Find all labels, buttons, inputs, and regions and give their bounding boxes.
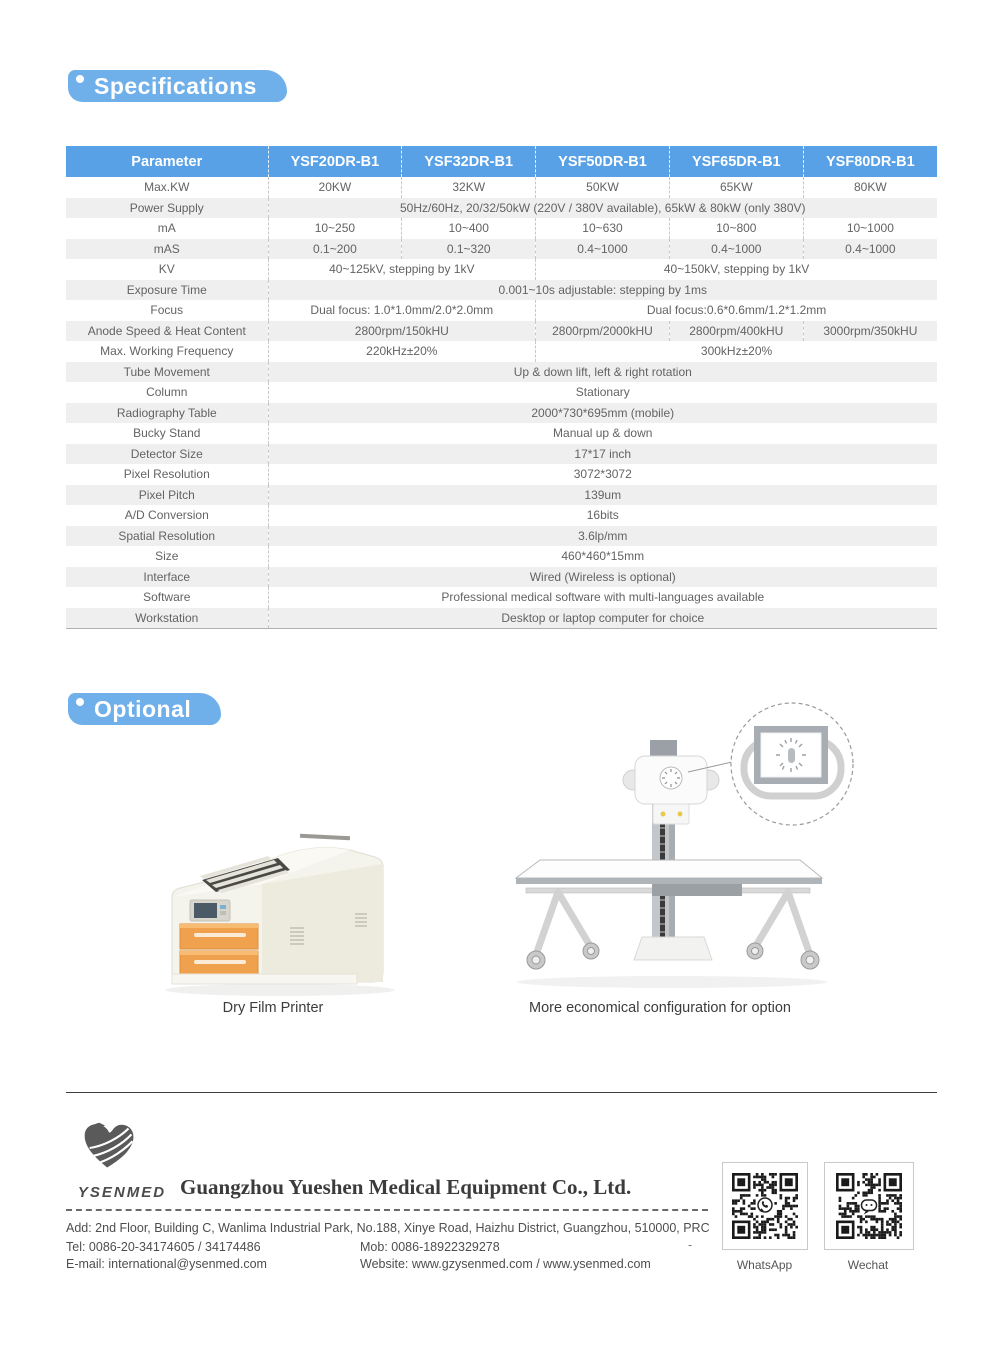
table-row [66,505,937,526]
parameter-label: Pixel Resolution [123,467,210,481]
printer-caption: Dry Film Printer [222,1000,324,1016]
spec-value-cell: Dual focus: 1.0*1.0mm/2.0*2.0mm [268,300,536,321]
parameter-label: Tube Movement [123,364,210,379]
spec-value-cell: 50Hz/60Hz, 20/32/50kW (220V / 380V available), 65kW & 80kW (only 380V) [268,198,937,219]
parameter-label: Detector Size [130,446,203,461]
spec-value-cell: 2800rpm/150kHU [268,321,536,342]
wechat-qr-code [824,1162,914,1250]
column-header-model-1: YSF20DR-B1 [268,146,402,177]
spec-value-cell: 0.1~320 [402,239,536,260]
parameter-label: Column [146,385,188,399]
spec-value-cell: 65KW [669,177,803,198]
parameter-label: Radiography Table [116,405,217,420]
parameter-label: KV [158,262,175,276]
spec-value-cell: 220kHz±20% [268,341,536,362]
table-row [66,280,937,301]
footer-divider [66,1092,937,1093]
table-row [66,444,937,465]
spec-value-cell: 0.001~10s adjustable: stepping by 1ms [268,280,937,301]
spec-value-cell: Professional medical software with multi-languages available [268,587,937,608]
table-row [66,321,937,342]
table-row [66,587,937,608]
footer-mobile: Mob: 0086-18922329278 [360,1240,500,1254]
spec-value-cell: 0.1~200 [268,239,402,260]
specifications-section-title [68,70,287,102]
table-row [66,382,937,403]
optional-title-text: Optional [94,696,192,722]
table-row [66,526,937,547]
table-row [66,608,937,629]
spec-value-cell: 300kHz±20% [536,341,937,362]
spec-value-cell: 10~1000 [803,218,937,239]
parameter-label: Bucky Stand [133,426,201,440]
spec-value-cell: 20KW [268,177,402,198]
parameter-label: A/D Conversion [124,508,209,522]
parameter-label: Power Supply [129,200,204,215]
ysenmed-logo-icon [76,1118,146,1178]
table-row [66,423,937,444]
spec-value-cell: 40~125kV, stepping by 1kV [268,259,536,280]
table-row [66,218,937,239]
badge-dot-icon [76,698,84,706]
badge-dot-icon [76,75,84,83]
spec-value-cell: Wired (Wireless is optional) [268,567,937,588]
spec-value-cell: Stationary [268,382,937,403]
table-row [66,177,937,198]
spec-value-cell: Manual up & down [268,423,937,444]
parameter-label: Workstation [135,610,199,625]
company-name: Guangzhou Yueshen Medical Equipment Co., Ltd. [180,1175,632,1199]
table-row [66,341,937,362]
ysenmed-logo-text: YSENMED [77,1184,167,1201]
parameter-label: Exposure Time [126,282,207,297]
table-header-row [66,146,937,177]
parameter-label: mA [157,221,176,235]
parameter-label: Max. Working Frequency [100,344,234,358]
parameter-label: Max.KW [144,180,190,194]
column-header-model-5: YSF80DR-B1 [803,146,937,177]
column-header-model-2: YSF32DR-B1 [402,146,536,177]
spec-value-cell: Dual focus:0.6*0.6mm/1.2*1.2mm [536,300,937,321]
spec-value-cell: 3072*3072 [268,464,937,485]
stray-dash: - [688,1238,693,1252]
spec-value-cell: 2800rpm/2000kHU [536,321,670,342]
parameter-label: Software [143,590,191,604]
whatsapp-qr-label: WhatsApp [736,1258,793,1272]
machine-caption: More economical configuration for option [529,1000,791,1016]
spec-value-cell: 17*17 inch [268,444,937,465]
table-row [66,259,937,280]
parameter-label: Interface [143,569,191,584]
table-row [66,485,937,506]
spec-value-cell: 2800rpm/400kHU [669,321,803,342]
parameter-label: Pixel Pitch [138,487,195,502]
specifications-title-text: Specifications [94,73,257,99]
table-row [66,464,937,485]
spec-value-cell: 10~630 [536,218,670,239]
footer-website: Website: www.gzysenmed.com / www.ysenmed.com [360,1257,651,1271]
table-row [66,546,937,567]
column-header-model-4: YSF65DR-B1 [669,146,803,177]
table-row [66,567,937,588]
spec-value-cell: 0.4~1000 [803,239,937,260]
footer-email: E-mail: international@ysenmed.com [66,1257,267,1271]
parameter-label: Focus [150,303,184,317]
wechat-qr-label: Wechat [847,1258,889,1272]
whatsapp-qr-code [722,1162,808,1250]
spec-value-cell: 50KW [536,177,670,198]
spec-value-cell: 10~400 [402,218,536,239]
wechat-qr-pattern [836,1173,902,1239]
spec-table-container [66,146,937,629]
table-row [66,403,937,424]
parameter-label: Spatial Resolution [118,528,216,543]
spec-value-cell: 10~800 [669,218,803,239]
table-row [66,362,937,383]
spec-value-cell: 3.6lp/mm [268,526,937,547]
spec-value-cell: 139um [268,485,937,506]
parameter-label: Anode Speed & Heat Content [87,323,246,338]
column-header-parameter: Parameter [66,146,268,177]
parameter-label: Size [155,549,179,563]
spec-table [66,146,937,629]
spec-value-cell: 460*460*15mm [268,546,937,567]
xray-machine-image [492,692,916,994]
spec-value-cell: Desktop or laptop computer for choice [268,608,937,629]
spec-value-cell: 40~150kV, stepping by 1kV [536,259,937,280]
spec-value-cell: 32KW [402,177,536,198]
spec-value-cell: 80KW [803,177,937,198]
spec-value-cell: 0.4~1000 [536,239,670,260]
spec-table-body [66,177,937,629]
dry-film-printer-image [150,802,462,1000]
spec-value-cell: 2000*730*695mm (mobile) [268,403,937,424]
footer-tel: Tel: 0086-20-34174605 / 34174486 [66,1240,261,1254]
parameter-label: mAS [153,241,180,256]
spec-value-cell: Up & down lift, left & right rotation [268,362,937,383]
whatsapp-qr-pattern [732,1173,798,1239]
table-row [66,300,937,321]
spec-value-cell: 3000rpm/350kHU [803,321,937,342]
table-row [66,239,937,260]
spec-value-cell: 16bits [268,505,937,526]
column-header-model-3: YSF50DR-B1 [536,146,670,177]
footer-dashed-separator [66,1209,708,1211]
footer-address: Add: 2nd Floor, Building C, Wanlima Industrial Park, No.188, Xinye Road, Haizhu District, Guangzhou, 510000, PRC [66,1221,710,1235]
spec-value-cell: 0.4~1000 [669,239,803,260]
table-row [66,198,937,219]
optional-section-title [68,693,221,725]
spec-value-cell: 10~250 [268,218,402,239]
